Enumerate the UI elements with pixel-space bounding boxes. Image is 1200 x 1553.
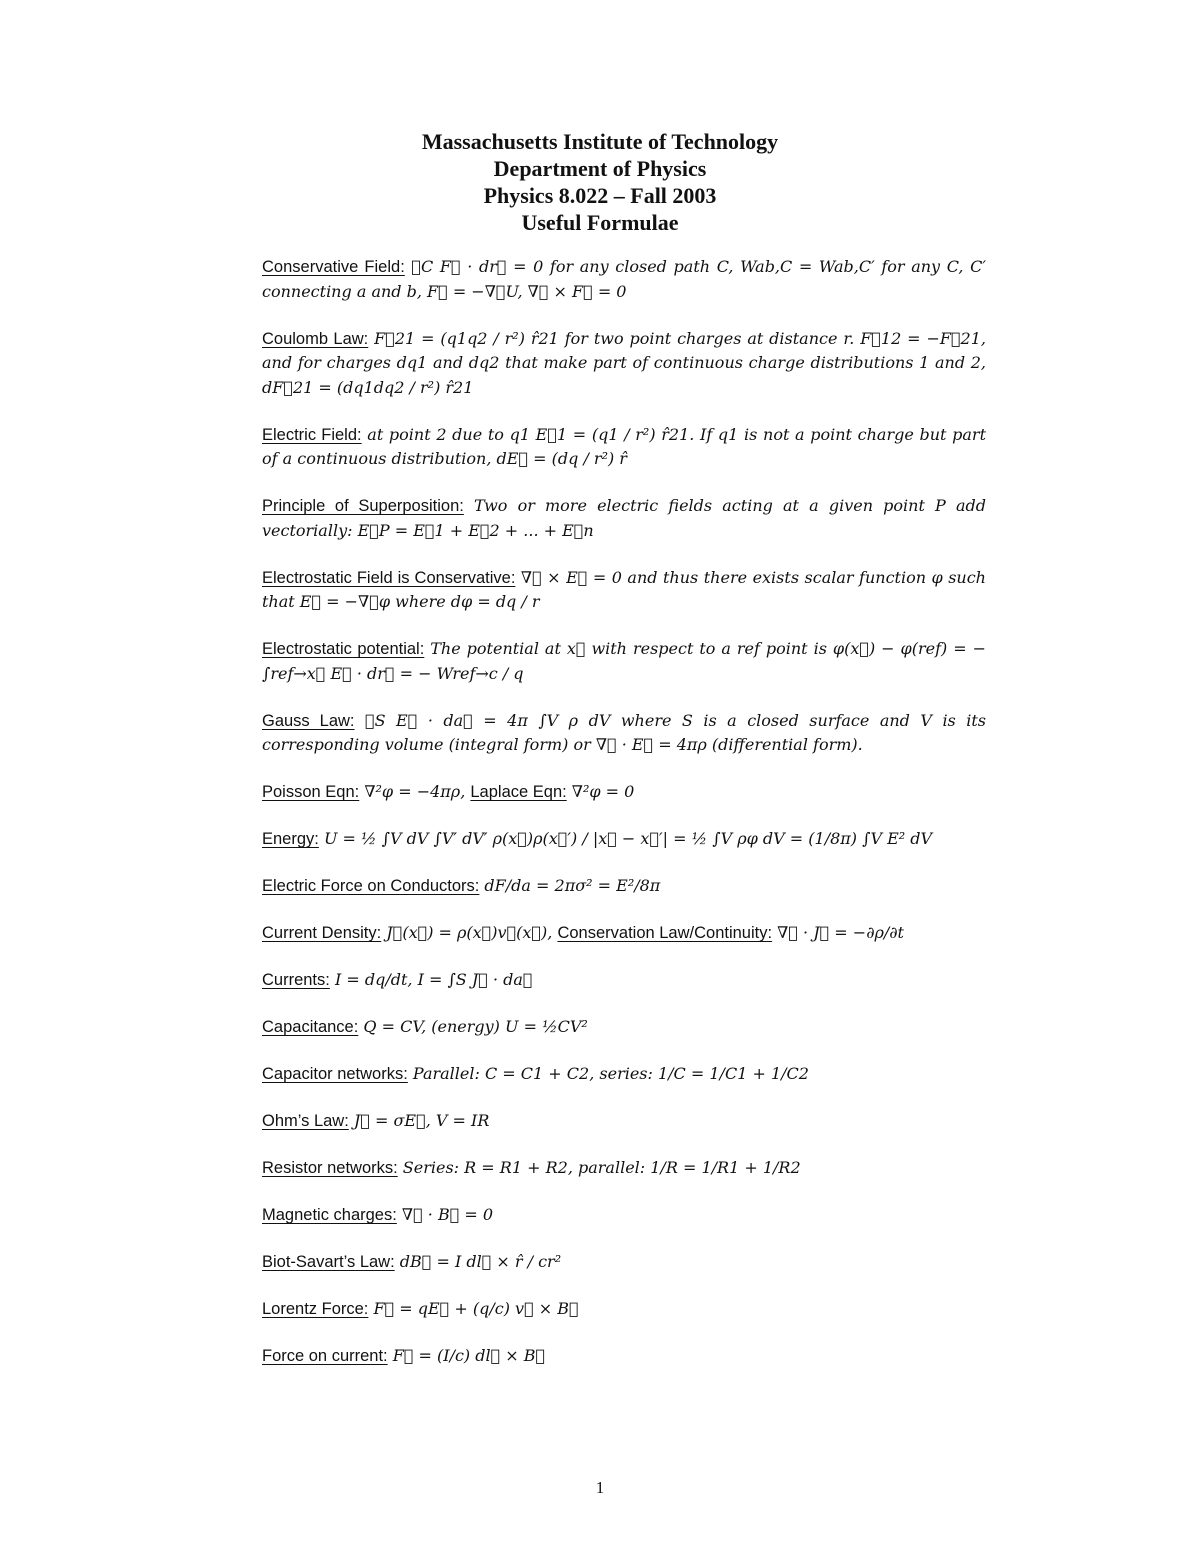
entry-biot-savart xyxy=(262,1250,986,1275)
entry-label: Gauss Law: xyxy=(262,711,355,730)
entry-formula: ∇⃗ · B⃗ = 0 xyxy=(396,1205,494,1224)
entry-label: Conservative Field: xyxy=(262,258,405,276)
entry-label: Resistor networks: xyxy=(262,1159,398,1177)
entry-label: Capacitor networks: xyxy=(262,1065,408,1083)
entry-label: Magnetic charges: xyxy=(262,1206,397,1224)
entry-capacitor-networks xyxy=(262,1062,986,1087)
document-title: Useful Formulae xyxy=(521,210,679,235)
department-title: Department of Physics xyxy=(493,156,707,181)
entry-label: Electrostatic potential: xyxy=(262,640,425,658)
entry-ohms-law xyxy=(262,1109,986,1134)
entry-electrostatic-potential xyxy=(262,637,986,686)
entry-resistor-networks xyxy=(262,1156,986,1181)
entry-label: Ohm’s Law: xyxy=(262,1112,349,1130)
entry-formula: Series: R = R1 + R2, parallel: 1/R = 1/R1 + 1/R2 xyxy=(397,1158,801,1177)
formula-list xyxy=(262,255,986,1391)
entry-conservative-field xyxy=(262,255,986,304)
entry-formula: ∇⃗ × E⃗ = 0 and thus there exists scalar function φ such that E⃗ = −∇⃗φ where dφ = dq / r xyxy=(262,567,986,611)
entry-lorentz-force xyxy=(262,1297,986,1322)
entry-formula: F⃗21 = (q1q2 / r²) r̂21 for two point charges at distance r. F⃗12 = −F⃗21, and for charges dq1 and dq2 that make part of continuous charge distributions 1 and 2, dF⃗21 = (dq1dq2 / r²) r̂21 xyxy=(262,328,986,397)
entry-formula: Q = CV, (energy) U = ½CV² xyxy=(358,1017,588,1036)
entry-label: Currents: xyxy=(262,971,330,989)
document-header xyxy=(0,128,1200,236)
entry-formula: U = ½ ∫V dV ∫V′ dV′ ρ(x⃗)ρ(x⃗′) / |x⃗ − x⃗′| = ½ ∫V ρφ dV = (1/8π) ∫V E² dV xyxy=(318,829,933,848)
entry-label: Electrostatic Field is Conservative: xyxy=(262,568,516,587)
entry-formula: F⃗ = (I/c) dl⃗ × B⃗ xyxy=(387,1346,546,1365)
entry-label: Force on current: xyxy=(262,1347,388,1365)
entry-superposition xyxy=(262,494,986,543)
entry-force-conductors xyxy=(262,874,986,899)
entry-magnetic-charges xyxy=(262,1203,986,1228)
entry-current-density xyxy=(262,921,986,946)
entry-formula: dB⃗ = I dl⃗ × r̂ / cr² xyxy=(394,1252,562,1271)
entry-label: Current Density: xyxy=(262,924,382,942)
entry-coulomb-law xyxy=(262,327,986,401)
entry-label: Principle of Superposition: xyxy=(262,497,464,515)
entry-label: Electric Field: xyxy=(262,425,362,444)
entry-label: Energy: xyxy=(262,830,319,848)
entry-currents xyxy=(262,968,986,993)
entry-formula: dF/da = 2πσ² = E²/8π xyxy=(479,876,661,895)
entry-label-secondary: Conservation Law/Continuity: xyxy=(557,924,773,942)
page-number: 1 xyxy=(595,1478,605,1497)
entry-formula-secondary: ∇²φ = 0 xyxy=(566,782,635,801)
entry-poisson-laplace xyxy=(262,780,986,805)
entry-formula: ∮S E⃗ · da⃗ = 4π ∫V ρ dV where S is a closed surface and V is its corresponding volume (integral form) or ∇⃗ · E⃗ = 4πρ (differential form). xyxy=(262,710,987,754)
entry-capacitance xyxy=(262,1015,986,1040)
institution-title: Massachusetts Institute of Technology xyxy=(421,129,779,154)
entry-label-secondary: Laplace Eqn: xyxy=(470,783,567,801)
entry-electrostatic-conservative xyxy=(262,566,986,615)
entry-formula-secondary: ∇⃗ · J⃗ = −∂ρ/∂t xyxy=(772,923,904,942)
entry-formula: Two or more electric fields acting at a given point P add vectorially: E⃗P = E⃗1 + E⃗2 + ... + E⃗n xyxy=(262,496,986,540)
entry-formula: ∇²φ = −4πρ, xyxy=(359,782,471,801)
entry-electric-field xyxy=(262,423,986,472)
entry-formula: F⃗ = qE⃗ + (q/c) v⃗ × B⃗ xyxy=(368,1299,579,1318)
entry-formula: J⃗(x⃗) = ρ(x⃗)v⃗(x⃗), xyxy=(381,923,558,942)
entry-label: Coulomb Law: xyxy=(262,329,369,348)
entry-force-on-current xyxy=(262,1344,986,1369)
entry-formula: at point 2 due to q1 E⃗1 = (q1 / r²) r̂21. If q1 is not a point charge but part of a continuous distribution, dE⃗ = (dq / r²) r̂ xyxy=(262,424,986,468)
entry-formula: ∮C F⃗ · dr⃗ = 0 for any closed path C, Wab,C = Wab,C′ for any C, C′ connecting a and b, F⃗ = −∇⃗U, ∇⃗ × F⃗ = 0 xyxy=(262,257,986,301)
entry-energy xyxy=(262,827,986,852)
entry-label: Poisson Eqn: xyxy=(262,783,360,801)
course-title: Physics 8.022 – Fall 2003 xyxy=(483,183,717,208)
entry-formula: Parallel: C = C1 + C2, series: 1/C = 1/C1 + 1/C2 xyxy=(407,1064,809,1083)
entry-label: Biot-Savart’s Law: xyxy=(262,1253,395,1271)
entry-formula: I = dq/dt, I = ∫S J⃗ · da⃗ xyxy=(329,970,533,989)
entry-label: Lorentz Force: xyxy=(262,1300,369,1318)
entry-formula: The potential at x⃗ with respect to a ref point is φ(x⃗) − φ(ref) = − ∫ref→x⃗ E⃗ · dr⃗ = − Wref→c / q xyxy=(262,639,986,683)
entry-formula: J⃗ = σE⃗, V = IR xyxy=(348,1111,490,1130)
entry-label: Capacitance: xyxy=(262,1018,359,1036)
entry-gauss-law xyxy=(262,709,986,758)
entry-label: Electric Force on Conductors: xyxy=(262,877,480,895)
